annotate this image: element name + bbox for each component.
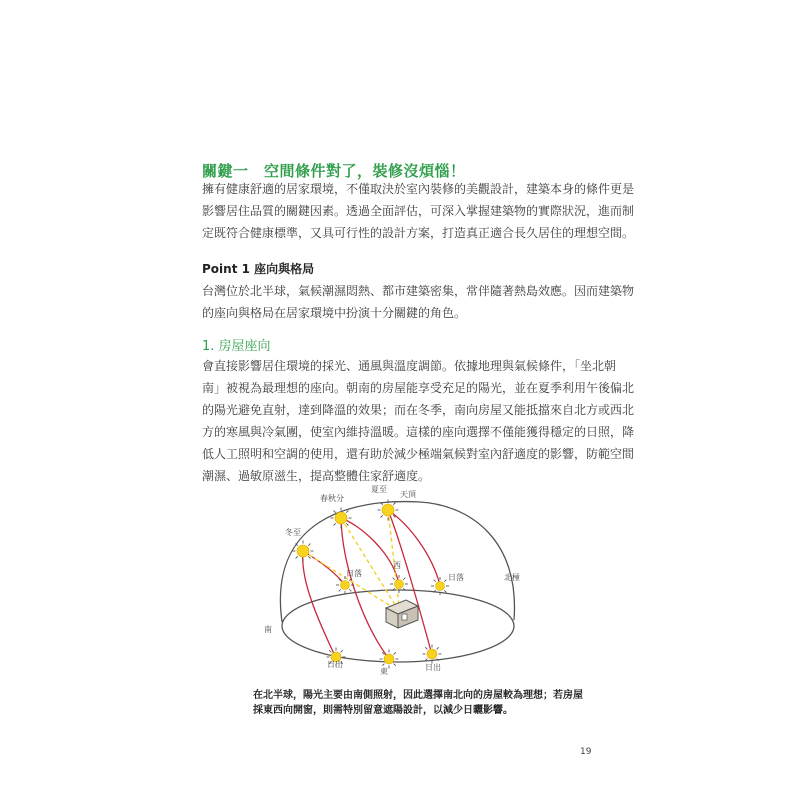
orientation-line: 潮濕、過敏原滋生，提高整體住家舒適度。 <box>202 469 431 483</box>
label-sunset-left: 日落 <box>346 569 362 578</box>
sun-equinox-rise-icon <box>380 650 399 669</box>
point-line: 的座向與格局在居家環境中扮演十分關鍵的角色。 <box>202 306 467 320</box>
label-spring-autumn: 春秋分 <box>320 494 344 503</box>
label-sunset-right: 日落 <box>448 573 464 582</box>
label-sunrise-left: 日出 <box>327 660 343 669</box>
point-title: Point 1 座向與格局 <box>202 262 315 276</box>
winter-path <box>303 551 345 658</box>
orientation-line: 會直接影響居住環境的採光、通風與溫度調節。依據地理與氣候條件，「坐北朝 <box>202 359 617 373</box>
label-zenith: 天頂 <box>400 490 416 499</box>
caption-line: 在北半球，陽光主要由南側照射，因此選擇南北向的房屋較為理想；若房屋 <box>253 690 583 701</box>
sun-summer-set-icon <box>431 577 449 595</box>
sun-winter-set-icon <box>336 576 354 594</box>
section-heading: 關鍵一 空間條件對了，裝修沒煩惱！ <box>202 162 466 180</box>
intro-line: 影響居住品質的關鍵因素。透過全面評估，可深入掌握建築物的實際狀況，進而制 <box>202 204 635 218</box>
orientation-line: 的陽光避免直射，達到降溫的效果；而在冬季，南向房屋又能抵擋來自北方或西北 <box>202 403 635 417</box>
label-south: 南 <box>264 625 272 634</box>
label-sunrise-right: 日出 <box>425 663 441 672</box>
label-winter-solstice: 冬至 <box>285 528 301 537</box>
caption-line: 採東西向開窗，則需特別留意遮陽設計，以減少日曬影響。 <box>253 705 513 716</box>
label-summer-solstice: 夏至 <box>371 485 387 494</box>
subsection-title: 1. 房屋座向 <box>202 339 271 354</box>
page-number: 19 <box>580 747 592 757</box>
sun-paths <box>303 510 440 659</box>
orientation-line: 低人工照明和空調的使用，還有助於減少極端氣候對室內舒適度的影響，防範空間 <box>202 447 635 461</box>
equinox-ray <box>341 518 397 608</box>
label-east: 東 <box>380 667 388 676</box>
label-west: 西 <box>393 561 401 570</box>
sun-summer-rise-icon <box>423 645 442 664</box>
intro-line: 擁有健康舒適的居家環境，不僅取決於室內裝修的美觀設計，建築本身的條件更是 <box>202 182 635 196</box>
house-icon <box>386 600 418 628</box>
intro-line: 定既符合健康標準，又具可行性的設計方案，打造真正適合長久居住的理想空間。 <box>202 226 635 240</box>
sun-equinox-set-icon <box>390 575 408 593</box>
label-north-pole: 北極 <box>504 573 520 582</box>
orientation-line: 方的寒風與冷氣團，使室內維持溫暖。這樣的座向選擇不僅能獲得穩定的日照，降 <box>202 425 635 439</box>
point-line: 台灣位於北半球，氣候潮濕悶熱、都市建築密集，常伴隨著熱島效應。因而建築物 <box>202 284 635 298</box>
sun-rays-to-house <box>303 510 399 610</box>
equinox-path <box>341 518 399 659</box>
orientation-line: 南」被視為最理想的座向。朝南的房屋能享受充足的陽光，並在夏季利用午後偏北 <box>202 381 635 395</box>
